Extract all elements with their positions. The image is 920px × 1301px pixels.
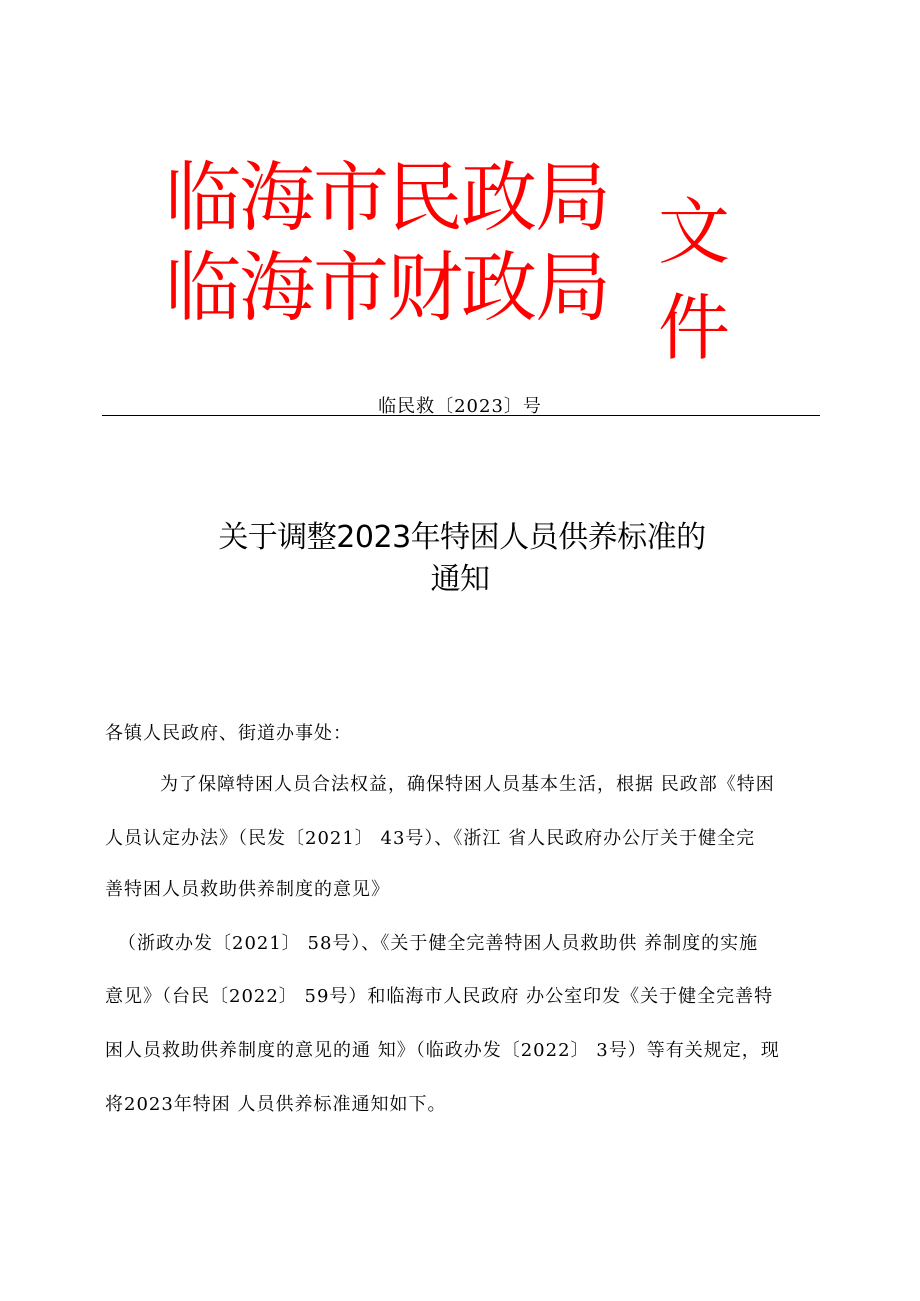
paragraph-1-line-2: 人员认定办法》（民发〔2021〕 43号）、《浙江 省人民政府办公厅关于健全完: [105, 828, 756, 849]
document-title-line-2: 通知: [430, 562, 490, 597]
paragraph-2-line-1: （浙政办发〔2021〕 58号）、《关于健全完善特困人员救助供 养制度的实施: [118, 933, 759, 954]
paragraph-1-line-1: 为了保障特困人员合法权益，确保特困人员基本生活，根据 民政部《特困: [160, 774, 775, 795]
paragraph-2-line-3: 困人员救助供养制度的意见的通 知》（临政办发〔2022〕 3号）等有关规定，现: [105, 1040, 780, 1061]
issuing-org-finance: 临海市财政局: [165, 243, 609, 332]
document-title-line-1: 关于调整2023年特困人员供养标准的: [218, 520, 706, 555]
header-jian-char: 件: [658, 286, 731, 370]
header-divider: [102, 415, 820, 416]
paragraph-1-line-3: 善特困人员救助供养制度的意见》: [105, 879, 390, 900]
header-wen-char: 文: [658, 190, 731, 274]
addressee: 各镇人民政府、街道办事处：: [105, 723, 352, 744]
paragraph-2-line-2: 意见》（台民〔2022〕 59号）和临海市人民政府 办公室印发《关于健全完善特: [105, 986, 774, 1007]
paragraph-2-line-4: 将2023年特困 人员供养标准通知如下。: [105, 1094, 447, 1115]
document-number: 临民救〔2023〕号: [378, 396, 542, 417]
issuing-org-civil-affairs: 临海市民政局: [165, 153, 609, 242]
